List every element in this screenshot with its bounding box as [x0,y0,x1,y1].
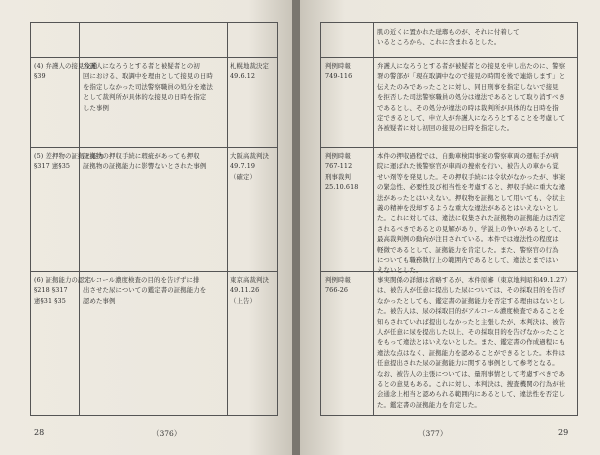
table-row [321,23,577,58]
case-summary-line: 回における、取調中を理由として接見の日時 [83,72,213,81]
case-summary-line: 弁護人になろうとする者と被疑者との初 [83,62,200,70]
case-comment-line: 義の精神を没却するような重大な違法があるとはいえないとし [377,204,559,213]
case-comment-line: 軽微であるとして、証拠能力を肯定した。また、警察官の行為 [377,245,559,254]
court-decision: 東京高裁判決 [230,276,269,284]
case-statute: §218 §317 [34,286,68,295]
case-statute: §39 [34,72,46,81]
table-row [31,271,277,415]
case-comment-line: の緊急性、必要性及び相当性を考慮すると、押収手続に重大な違 [377,183,566,192]
case-comment-line: た。被告人は、尿の採取目的がアルコール濃度検査であることを [377,307,565,316]
case-name: (5) 差押物の証拠と能力 [34,152,104,160]
court-decision: 大阪高裁判決 [230,152,269,160]
table-row [31,23,277,58]
case-comment-line: 院に運ばれた後警察官が車両の捜索を行い、被告人の車から覚 [377,162,559,171]
decision-date: 49.7.19 [230,162,256,171]
source-page: 749-116 [325,72,353,81]
case-comment-line: 肌の近くに置かれた琺瑯ものが、それに付着して [377,28,520,36]
table-row [321,147,577,275]
case-comment-line: せい剤等を発見した。その押収手続には令状がなかったが、事案 [377,172,566,181]
decision-status: （上告） [230,296,256,305]
court-decision: 札幌地裁決定 [230,62,269,70]
case-comment-line: 法があったとはいえない。押収物を証拠として用いても、令状主 [377,193,566,202]
case-statute: 憲§31 §35 [34,296,66,305]
table-row [31,147,277,272]
case-comment-line: 最高裁判例の動向が注目されている。本件では違法性の程度は [377,235,559,244]
page-signature: （377） [418,429,448,438]
case-comment-line: であるとし、その処分が違法の時は裁判所が具体的な日時を指 [377,103,559,112]
case-comment-line: 知らされていれば提出しなかったと主張したが、本判決は、被告 [377,317,566,326]
table-row [31,57,277,148]
case-summary-line: を指定しなかった司法警察職員の処分を違法 [83,82,213,91]
case-statute: §317 憲§35 [34,162,71,171]
case-comment-line: なかったとしても、鑑定書の証拠能力を否定する理由はないとし [377,296,566,305]
case-comment-line: 任意提出された尿の証拠能力に関する事例として参考となる。 [377,359,559,368]
book-gutter [292,0,300,455]
case-comment-line: 人が任意に尿を提出した以上、その採取目的を告げなかったこと [377,328,566,337]
source-reference: 判例時報 [325,152,351,160]
source-reference: 判例時報 [325,62,351,70]
case-summary-line: 証拠物の押収手続に瑕疵があっても押収 [83,152,200,160]
source-reference: 刑事裁判 [325,172,351,181]
source-page: 766-26 [325,286,349,295]
case-name: (6) 証拠能力の認定 [34,276,91,284]
case-comment-line: 各被疑者に対し初回の接見の日時を指定した。 [377,124,514,133]
table-row [321,271,577,415]
case-summary-line: 出させた尿についての鑑定書の証拠能力を [83,286,207,295]
decision-date: 49.11.26 [230,286,260,295]
page-number: 28 [34,428,45,437]
case-comment-line: 会通念上相当と認められる範囲内にあるとして、違法性を否定し [377,390,566,399]
case-comment-line: なお、被告人の主張については、量刑事情として考慮すべきであ [377,369,565,378]
case-comment-line: 伝えたのみであったことに対し、同日刑事を指定しないで接見 [377,82,559,91]
case-comment-line: を拒否した司法警察職員の処分は違法であるとして取り消すべき [377,93,566,102]
case-comment-line: 署の警部が「現在取調中なので接見の時間を後で連絡します」と [377,72,566,81]
case-summary-line: 証拠物の証拠能力に影響ないとされた事例 [83,162,207,171]
case-comment-line: 本件の押収過程では、自動車検問事案の警察車両の運転手が病 [377,152,559,160]
decision-status: （確定） [230,172,256,181]
source-reference: 判例時報 [325,276,351,284]
case-comment-line: についても職務執行上の範囲内であるとして、違法とまではい [377,256,559,265]
page-number: 29 [558,428,569,437]
right-page [300,0,600,455]
decision-date: 49.6.12 [230,72,256,81]
case-comment-line: た。これに対しては、違法に収集された証拠物の証拠能力は否定 [377,214,566,223]
case-comment-line: るとの意見もある。これに対し、本判決は、捜査機関の行為が社 [377,380,566,389]
case-summary-line: した事例 [83,103,109,112]
case-comment-line: た。鑑定書の証拠能力を肯定した。 [377,400,481,409]
case-comment-line: 違法な点はなく、証拠能力を認めることができるとした。本件は [377,348,566,357]
source-page: 25.10.618 [325,183,359,192]
case-comment-line: 事実関係の詳細は省略するが、本件原審（東京地判昭和49.1.27） [377,276,571,284]
left-case-table [30,22,278,416]
case-comment-line: えないとした。 [377,266,423,275]
case-comment-line: をもって違法とはいえないとした。また、鑑定書の作成過程にも [377,338,566,347]
case-name: (4) 弁護人の接見交通 [34,62,98,70]
table-row [321,57,577,148]
case-summary-line: として裁判所が具体的な接見の日時を指定 [83,93,207,102]
case-comment-line: いるところから、これに含まれるとした。 [377,38,501,47]
case-comment-line: 定できるとして、申立人が弁護人になろうとすることを考慮して [377,114,566,123]
case-summary-line: 認めた事例 [83,296,116,305]
left-page [0,0,292,455]
right-case-table [320,22,578,416]
case-summary-line: アルコール濃度検査の目的を告げずに排 [83,276,200,284]
case-comment-line: は、被告人が任意に提出した尿については、その採取目的を告げ [377,286,566,295]
case-comment-line: されるべきであるとの見解があり、学説上の争いがあるとして、 [377,224,566,233]
case-comment-line: 弁護人になろうとする者が被疑者との接見を申し出たのに、警察 [377,62,566,70]
source-page: 767-112 [325,162,353,171]
page-signature: （376） [152,429,182,438]
